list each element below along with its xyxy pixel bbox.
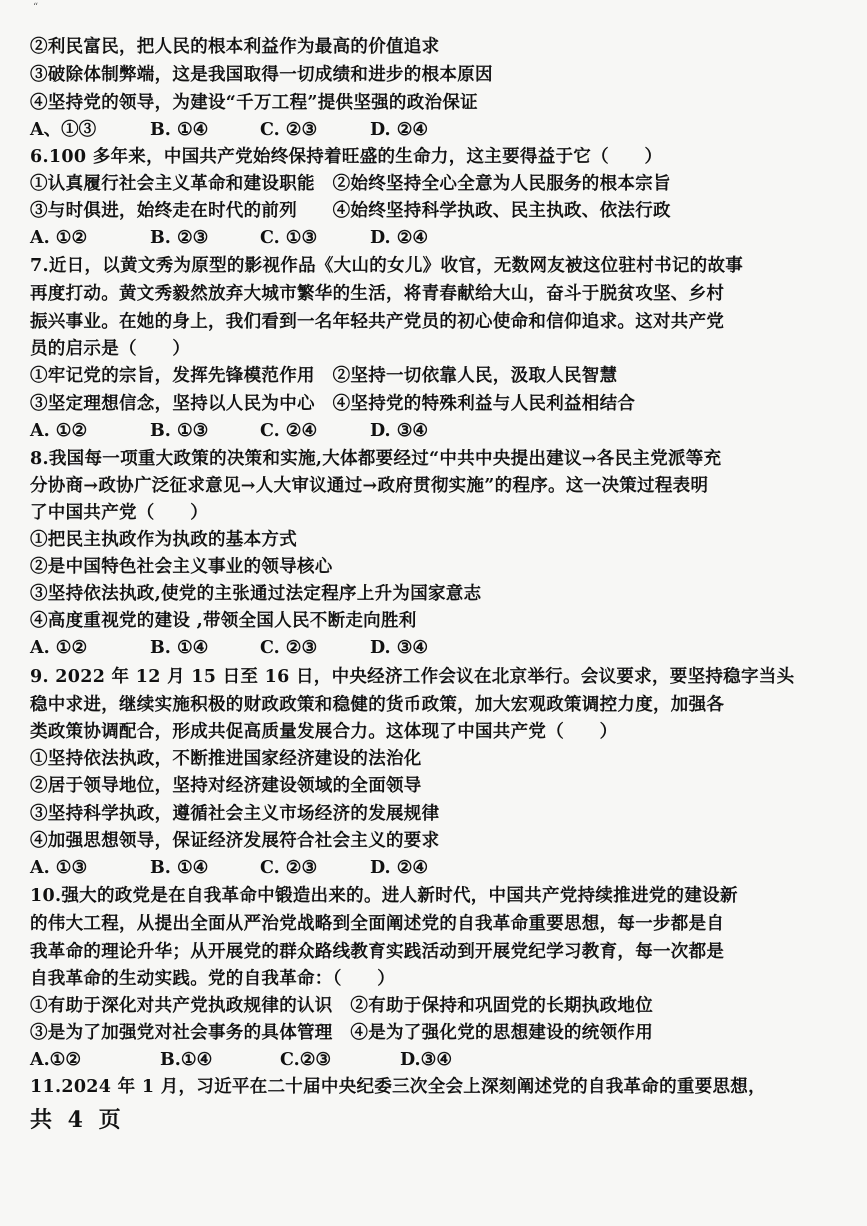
option-line: ①牢记党的宗旨，发挥先锋模范作用 ②坚持一切依靠人民，汲取人民智慧 — [30, 366, 618, 386]
question-7-stem: 再度打动。黄文秀毅然放弃大城市繁华的生活，将青春献给大山，奋斗于脱贫攻坚、乡村 — [30, 284, 725, 304]
choice-c: C.②③ — [280, 1050, 332, 1070]
choice-d: D. ③④ — [370, 638, 429, 658]
option-line: ①把民主执政作为执政的基本方式 — [30, 530, 297, 550]
choice-d: D.③④ — [400, 1050, 453, 1070]
choice-c: C. ①③ — [260, 228, 318, 248]
option-line: ③是为了加强党对社会事务的具体管理 ④是为了强化党的思想建设的统领作用 — [30, 1023, 653, 1043]
question-11-stem: 11.2024 年 1 月，习近平在二十届中央纪委三次全会上深刻阐述党的自我革命的重要思想， — [30, 1077, 766, 1097]
option-line: ②居于领导地位，坚持对经济建设领域的全面领导 — [30, 776, 422, 796]
option-line: ③破除体制弊端，这是我国取得一切成绩和进步的根本原因 — [30, 65, 493, 85]
choice-b: B.①④ — [160, 1050, 213, 1070]
choice-a: A.①② — [30, 1050, 82, 1070]
choice-a: A. ①③ — [30, 858, 88, 878]
answer-choices — [30, 117, 428, 144]
choice-d: D. ②④ — [370, 858, 429, 878]
answer-choices — [30, 855, 428, 882]
question-7-stem: 振兴事业。在她的身上，我们看到一名年轻共产党员的初心使命和信仰追求。这对共产党 — [30, 312, 725, 332]
choice-b: B. ①④ — [150, 858, 209, 878]
choice-b: B. ②③ — [150, 228, 209, 248]
choice-c: C. ②③ — [260, 858, 318, 878]
choice-b: B. ①④ — [150, 120, 209, 140]
choice-a: A、①③ — [30, 120, 97, 140]
option-line: ③坚定理想信念，坚持以人民为中心 ④坚持党的特殊利益与人民利益相结合 — [30, 394, 636, 414]
question-8-stem: 了中国共产党（ ） — [30, 503, 208, 523]
question-7-stem: 员的启示是（ ） — [30, 339, 191, 359]
corner-mark: “ — [33, 2, 39, 13]
answer-choices — [30, 225, 428, 252]
answer-choices — [30, 635, 428, 662]
choice-d: D. ②④ — [370, 120, 429, 140]
option-line: ③与时俱进，始终走在时代的前列 ④始终坚持科学执政、民主执政、依法行政 — [30, 201, 671, 221]
option-line: ④加强思想领导，保证经济发展符合社会主义的要求 — [30, 831, 440, 851]
option-line: ③坚持科学执政，遵循社会主义市场经济的发展规律 — [30, 804, 440, 824]
question-10-stem: 10.强大的政党是在自我革命中锻造出来的。进人新时代，中国共产党持续推进党的建设新 — [30, 886, 738, 906]
option-line: ②是中国特色社会主义事业的领导核心 — [30, 557, 333, 577]
option-line: ④坚持党的领导，为建设“千万工程”提供坚强的政治保证 — [30, 93, 478, 113]
option-line: ①认真履行社会主义革命和建设职能 ②始终坚持全心全意为人民服务的根本宗旨 — [30, 174, 671, 194]
option-line: ④高度重视党的建设 ,带领全国人民不断走向胜利 — [30, 611, 417, 631]
question-8-stem: 分协商→政协广泛征求意见→人大审议通过→政府贯彻实施”的程序。这一决策过程表明 — [30, 476, 709, 496]
question-6-stem: 6.100 多年来，中国共产党始终保持着旺盛的生命力，这主要得益于它（ ） — [30, 147, 663, 167]
choice-c: C. ②③ — [260, 120, 318, 140]
choice-a: A. ①② — [30, 228, 88, 248]
option-line: ①有助于深化对共产党执政规律的认识 ②有助于保持和巩固党的长期执政地位 — [30, 996, 653, 1016]
question-8-stem: 8.我国每一项重大政策的决策和实施,大体都要经过“中共中央提出建议→各民主党派等充 — [30, 449, 722, 469]
page-count-footer: 共 4 页 — [30, 1107, 125, 1133]
answer-choices — [30, 1047, 452, 1074]
option-line: ②利民富民，把人民的根本利益作为最高的价值追求 — [30, 37, 440, 57]
question-7-stem: 7.近日，以黄文秀为原型的影视作品《大山的女儿》收官，无数网友被这位驻村书记的故事 — [30, 256, 744, 276]
choice-b: B. ①④ — [150, 638, 209, 658]
choice-d: D. ③④ — [370, 421, 429, 441]
choice-c: C. ②③ — [260, 638, 318, 658]
answer-choices — [30, 418, 428, 445]
question-10-stem: 自我革命的生动实践。党的自我革命：（ ） — [30, 969, 396, 989]
choice-a: A. ①② — [30, 638, 88, 658]
question-9-stem: 稳中求进，继续实施积极的财政政策和稳健的货币政策，加大宏观政策调控力度，加强各 — [30, 695, 725, 715]
question-9-stem: 类政策协调配合，形成共促高质量发展合力。这体现了中国共产党（ ） — [30, 722, 618, 742]
choice-a: A. ①② — [30, 421, 88, 441]
question-9-stem: 9. 2022 年 12 月 15 日至 16 日，中央经济工作会议在北京举行。会议要求，要坚持稳字当头 — [30, 667, 795, 687]
choice-b: B. ①③ — [150, 421, 209, 441]
choice-d: D. ②④ — [370, 228, 429, 248]
option-line: ③坚持依法执政,使党的主张通过法定程序上升为国家意志 — [30, 584, 482, 604]
choice-c: C. ②④ — [260, 421, 318, 441]
option-line: ①坚持依法执政，不断推进国家经济建设的法治化 — [30, 749, 422, 769]
question-10-stem: 的伟大工程，从提出全面从严治党战略到全面阐述党的自我革命重要思想，每一步都是自 — [30, 914, 725, 934]
question-10-stem: 我革命的理论升华；从开展党的群众路线教育实践活动到开展党纪学习教育，每一次都是 — [30, 942, 725, 962]
